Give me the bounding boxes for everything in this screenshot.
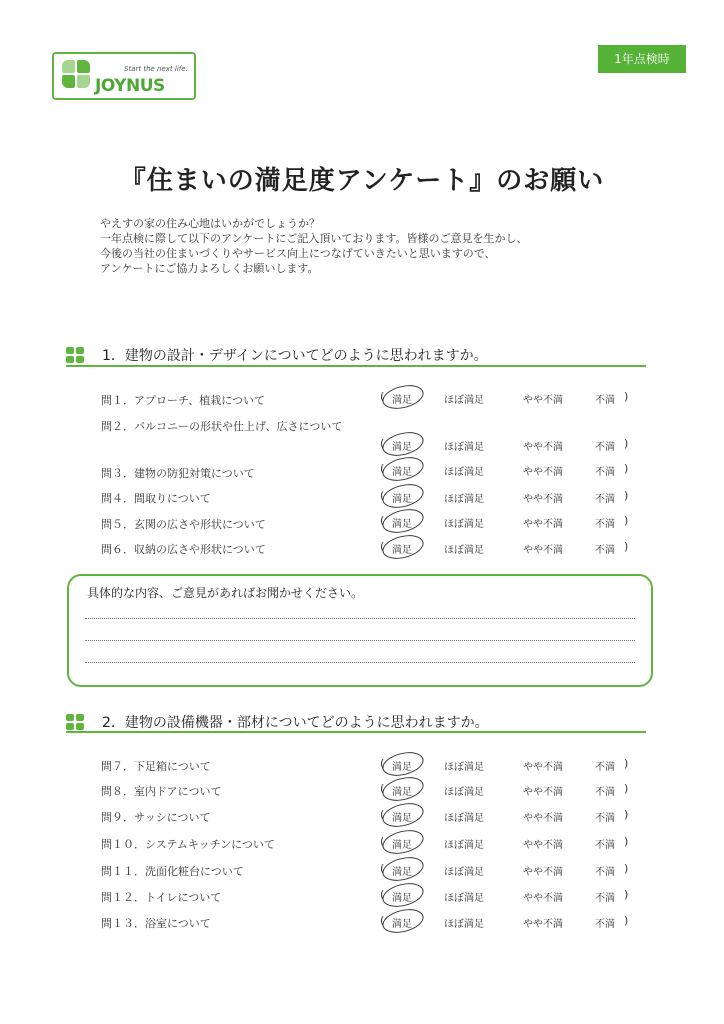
section1-heading-text: 1．建物の設計・デザインについてどのように思われますか。	[102, 348, 488, 364]
answer-option[interactable]: 満足	[392, 762, 412, 773]
answer-option[interactable]: 不満	[595, 867, 615, 878]
paren-open: (	[380, 514, 385, 527]
paren-open: (	[380, 390, 385, 403]
selected-answer-mark	[380, 853, 426, 885]
paren-close: )	[624, 914, 629, 927]
answer-option[interactable]: やや不満	[523, 442, 563, 453]
paren-close: )	[624, 862, 629, 875]
answer-option[interactable]: 不満	[595, 787, 615, 798]
answer-option[interactable]: 満足	[392, 494, 412, 505]
selected-answer-mark	[380, 748, 426, 780]
logo-leaf-icon	[77, 60, 90, 73]
paren-open: (	[380, 462, 385, 475]
paren-close: )	[624, 390, 629, 403]
answer-option[interactable]: やや不満	[523, 867, 563, 878]
paren-close: )	[624, 888, 629, 901]
answer-option[interactable]: 不満	[595, 762, 615, 773]
answer-option[interactable]: 満足	[392, 787, 412, 798]
answer-option[interactable]: やや不満	[523, 840, 563, 851]
selected-answer-mark	[380, 826, 426, 858]
question-label: 問４．間取りについて	[101, 492, 211, 505]
selected-answer-mark	[380, 480, 426, 512]
comment-line[interactable]	[85, 618, 635, 619]
page-title: 『住まいの満足度アンケート』のお願い	[119, 166, 605, 196]
answer-option[interactable]: ほぼ満足	[444, 395, 484, 406]
paren-open: (	[380, 437, 385, 450]
logo-brand: JOYNUS	[95, 76, 165, 96]
answer-option[interactable]: やや不満	[523, 545, 563, 556]
answer-option[interactable]: 不満	[595, 893, 615, 904]
logo-leaf-icon	[62, 75, 75, 88]
answer-option[interactable]: ほぼ満足	[444, 545, 484, 556]
comment-line[interactable]	[85, 662, 635, 663]
question-label: 問２．バルコニーの形状や仕上げ、広さについて	[101, 420, 343, 433]
inspection-badge: 1年点検時	[598, 45, 686, 73]
answer-option[interactable]: やや不満	[523, 813, 563, 824]
question-label: 問１１．洗面化粧台について	[101, 865, 244, 878]
selected-answer-mark	[380, 428, 426, 460]
question-label: 問１０．システムキッチンについて	[101, 838, 275, 851]
question-label: 問６．収納の広さや形状について	[101, 543, 266, 556]
logo-tagline: Start the next life.	[124, 65, 188, 73]
answer-option[interactable]: 満足	[392, 545, 412, 556]
answer-option[interactable]: ほぼ満足	[444, 494, 484, 505]
paren-close: )	[624, 462, 629, 475]
paren-open: (	[380, 757, 385, 770]
intro-line: アンケートにご協力よろしくお願いします。	[100, 262, 319, 275]
section-bullet-icon	[66, 714, 88, 732]
selected-answer-mark	[380, 505, 426, 537]
paren-close: )	[624, 757, 629, 770]
paren-open: (	[380, 540, 385, 553]
paren-close: )	[624, 808, 629, 821]
answer-option[interactable]: ほぼ満足	[444, 442, 484, 453]
question-label: 問１．アプローチ、植栽について	[101, 394, 266, 407]
answer-option[interactable]: 不満	[595, 919, 615, 930]
paren-close: )	[624, 540, 629, 553]
question-label: 問８．室内ドアについて	[101, 785, 222, 798]
paren-open: (	[380, 489, 385, 502]
answer-option[interactable]: 満足	[392, 442, 412, 453]
answer-option[interactable]: ほぼ満足	[444, 867, 484, 878]
section2-heading-text: 2．建物の設備機器・部材についてどのように思われますか。	[102, 715, 489, 731]
intro-line: やえすの家の住み心地はいかがでしょうか？	[100, 217, 320, 230]
answer-option[interactable]: やや不満	[523, 893, 563, 904]
answer-option[interactable]: 満足	[392, 840, 412, 851]
answer-option[interactable]: ほぼ満足	[444, 467, 484, 478]
selected-answer-mark	[380, 773, 426, 805]
paren-open: (	[380, 835, 385, 848]
answer-option[interactable]: 満足	[392, 919, 412, 930]
intro-line: 今後の当社の住まいづくりやサービス向上につなげていきたいと思いますので、	[100, 247, 496, 260]
answer-option[interactable]: 不満	[595, 467, 615, 478]
answer-option[interactable]: やや不満	[523, 787, 563, 798]
selected-answer-mark	[380, 531, 426, 563]
answer-option[interactable]: 満足	[392, 395, 412, 406]
answer-option[interactable]: 満足	[392, 813, 412, 824]
comment-box[interactable]	[67, 574, 653, 687]
comment-label: 具体的な内容、ご意見があればお聞かせください。	[87, 586, 364, 600]
answer-option[interactable]: 不満	[595, 840, 615, 851]
question-label: 問５．玄関の広さや形状について	[101, 518, 266, 531]
intro-line: 一年点検に際して以下のアンケートにご記入頂いております。皆様のご意見を生かし、	[100, 232, 528, 245]
answer-option[interactable]: ほぼ満足	[444, 840, 484, 851]
answer-option[interactable]: やや不満	[523, 519, 563, 530]
paren-open: (	[380, 862, 385, 875]
paren-close: )	[624, 489, 629, 502]
answer-option[interactable]: やや不満	[523, 395, 563, 406]
answer-option[interactable]: 不満	[595, 442, 615, 453]
paren-open: (	[380, 782, 385, 795]
answer-option[interactable]: ほぼ満足	[444, 787, 484, 798]
answer-option[interactable]: 不満	[595, 395, 615, 406]
answer-option[interactable]: 不満	[595, 545, 615, 556]
paren-open: (	[380, 808, 385, 821]
paren-close: )	[624, 437, 629, 450]
logo-leaf-icon	[77, 75, 90, 88]
question-label: 問３．建物の防犯対策について	[101, 467, 255, 480]
answer-option[interactable]: ほぼ満足	[444, 519, 484, 530]
answer-option[interactable]: 満足	[392, 519, 412, 530]
selected-answer-mark	[380, 381, 426, 413]
answer-option[interactable]: ほぼ満足	[444, 813, 484, 824]
comment-line[interactable]	[85, 640, 635, 641]
question-label: 問７．下足箱について	[101, 760, 211, 773]
paren-close: )	[624, 782, 629, 795]
answer-option[interactable]: やや不満	[523, 919, 563, 930]
answer-option[interactable]: やや不満	[523, 467, 563, 478]
answer-option[interactable]: ほぼ満足	[444, 893, 484, 904]
paren-close: )	[624, 514, 629, 527]
selected-answer-mark	[380, 879, 426, 911]
answer-option[interactable]: ほぼ満足	[444, 919, 484, 930]
answer-option[interactable]: 満足	[392, 893, 412, 904]
answer-option[interactable]: 満足	[392, 867, 412, 878]
answer-option[interactable]: 満足	[392, 467, 412, 478]
company-logo	[52, 52, 196, 100]
section1-divider	[66, 365, 646, 367]
paren-open: (	[380, 914, 385, 927]
section2-divider	[66, 731, 646, 733]
answer-option[interactable]: 不満	[595, 519, 615, 530]
paren-open: (	[380, 888, 385, 901]
selected-answer-mark	[380, 799, 426, 831]
logo-leaf-icon	[62, 60, 75, 73]
answer-option[interactable]: 不満	[595, 813, 615, 824]
intro-text	[100, 216, 527, 276]
section-bullet-icon	[66, 347, 88, 365]
paren-close: )	[624, 835, 629, 848]
answer-option[interactable]: ほぼ満足	[444, 762, 484, 773]
question-label: 問９．サッシについて	[101, 811, 211, 824]
selected-answer-mark	[380, 905, 426, 937]
answer-option[interactable]: 不満	[595, 494, 615, 505]
selected-answer-mark	[380, 453, 426, 485]
question-label: 問１２．トイレについて	[101, 891, 222, 904]
answer-option[interactable]: やや不満	[523, 494, 563, 505]
answer-option[interactable]: やや不満	[523, 762, 563, 773]
question-label: 問１３．浴室について	[101, 917, 211, 930]
